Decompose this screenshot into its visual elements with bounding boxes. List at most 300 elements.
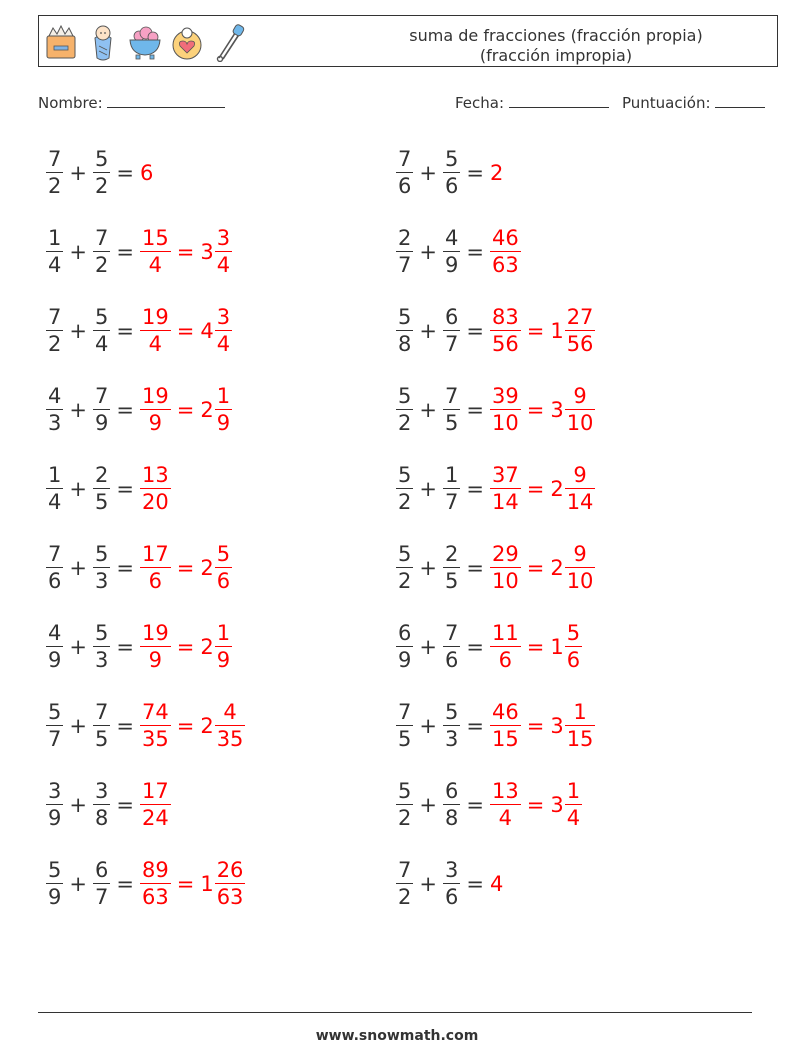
answer-fraction	[140, 462, 171, 515]
answer	[140, 620, 232, 673]
problem-item	[46, 778, 171, 831]
plus-sign: +	[419, 634, 437, 659]
equals-sign: =	[116, 160, 134, 185]
answer-fraction-denominator: 4	[498, 806, 513, 830]
addend-1-denominator: 2	[398, 490, 412, 514]
mixed-fraction-denominator: 4	[216, 332, 231, 356]
plus-sign: +	[419, 713, 437, 738]
problem-item	[396, 146, 503, 199]
addend-2-denominator: 3	[94, 569, 109, 593]
addend-2	[443, 383, 460, 436]
answer-fraction	[140, 304, 171, 357]
mixed-whole: 2	[200, 634, 214, 659]
answer-fraction	[490, 225, 521, 278]
score-blank[interactable]	[715, 93, 765, 108]
addend-1	[396, 225, 413, 278]
answer-fraction	[490, 541, 521, 594]
answer-fraction-numerator: 15	[141, 226, 169, 250]
answer-fraction-numerator: 19	[141, 621, 169, 645]
addend-1-denominator: 3	[48, 411, 62, 435]
answer	[490, 304, 595, 357]
mixed-fraction-denominator: 15	[566, 727, 594, 751]
addend-2-denominator: 3	[94, 648, 109, 672]
problem-item	[396, 225, 521, 278]
addend-2-numerator: 5	[94, 147, 109, 171]
mixed-whole: 4	[200, 318, 214, 343]
plus-sign: +	[419, 871, 437, 896]
addend-1-denominator: 2	[48, 174, 62, 198]
addend-1	[396, 383, 413, 436]
mixed-whole: 2	[200, 555, 214, 580]
mixed-fraction	[565, 620, 582, 673]
addend-2-denominator: 6	[444, 648, 459, 672]
answer-fraction-denominator: 4	[148, 253, 163, 277]
problem-item	[396, 383, 595, 436]
mixed-fraction	[215, 304, 232, 357]
addend-2	[443, 225, 460, 278]
answer-equals-sign: =	[526, 397, 545, 422]
mixed-fraction	[565, 304, 596, 357]
mixed-fraction-numerator: 3	[216, 305, 231, 329]
mixed-fraction-numerator: 1	[573, 700, 587, 724]
addend-1	[396, 778, 413, 831]
answer	[140, 462, 171, 515]
title-line-2: (fracción impropia)	[479, 46, 633, 65]
addend-2-denominator: 3	[444, 727, 459, 751]
addend-2-denominator: 5	[444, 411, 459, 435]
addend-1-numerator: 5	[48, 700, 62, 724]
mixed-fraction-denominator: 56	[566, 332, 594, 356]
addend-2-denominator: 2	[94, 253, 109, 277]
answer-fraction	[490, 699, 521, 752]
answer	[140, 699, 245, 752]
answer-fraction-numerator: 29	[491, 542, 519, 566]
equals-sign: =	[466, 476, 484, 501]
addend-2	[443, 304, 460, 357]
addend-1	[46, 304, 63, 357]
answer-equals-sign: =	[176, 397, 195, 422]
answer-fraction-denominator: 4	[148, 332, 163, 356]
answer-equals-sign: =	[526, 476, 545, 501]
addend-2	[443, 778, 460, 831]
addend-2-numerator: 6	[94, 858, 109, 882]
equals-sign: =	[116, 397, 134, 422]
addend-2-numerator: 7	[94, 384, 109, 408]
answer-whole: 4	[489, 871, 504, 896]
mixed-fraction-numerator: 9	[573, 542, 587, 566]
addend-1	[396, 541, 413, 594]
date-field[interactable]	[455, 93, 609, 112]
addend-1-numerator: 5	[48, 858, 62, 882]
addend-1	[396, 304, 413, 357]
answer	[490, 161, 503, 185]
mixed-fraction	[565, 699, 596, 752]
mixed-whole: 1	[200, 871, 214, 896]
problem-item	[396, 778, 582, 831]
addend-1-numerator: 7	[48, 147, 62, 171]
problem-item	[46, 462, 171, 515]
answer	[490, 778, 582, 831]
addend-1-denominator: 4	[48, 490, 62, 514]
name-field[interactable]	[38, 93, 225, 112]
problem-item	[46, 699, 245, 752]
addend-1-numerator: 7	[48, 305, 62, 329]
answer-fraction	[140, 857, 171, 910]
answer-fraction	[140, 699, 171, 752]
mixed-whole: 3	[550, 713, 564, 738]
addend-2-denominator: 7	[444, 490, 459, 514]
mixed-fraction	[565, 383, 596, 436]
answer-fraction-denominator: 63	[141, 885, 169, 909]
addend-2-numerator: 3	[94, 779, 109, 803]
addend-2-denominator: 5	[94, 727, 109, 751]
plus-sign: +	[69, 634, 87, 659]
mixed-fraction	[565, 462, 596, 515]
problem-item	[46, 857, 245, 910]
addend-2-numerator: 5	[94, 305, 109, 329]
addend-1-denominator: 9	[398, 648, 412, 672]
answer-fraction-denominator: 9	[148, 648, 163, 672]
swaddled-baby-icon	[85, 22, 121, 62]
addend-1-numerator: 5	[398, 779, 412, 803]
addend-2-denominator: 4	[94, 332, 109, 356]
mixed-fraction	[215, 383, 232, 436]
problem-item	[396, 304, 595, 357]
addend-2	[93, 541, 110, 594]
date-label: Fecha:	[455, 94, 505, 112]
baby-bath-icon	[127, 22, 163, 62]
addend-1-denominator: 6	[48, 569, 62, 593]
header-box	[38, 15, 778, 67]
mixed-fraction-numerator: 5	[216, 542, 231, 566]
answer-fraction-numerator: 11	[491, 621, 519, 645]
addend-1	[46, 620, 63, 673]
addend-1	[396, 462, 413, 515]
answer-fraction-numerator: 83	[491, 305, 519, 329]
addend-1-denominator: 5	[398, 727, 412, 751]
answer-fraction-denominator: 63	[491, 253, 519, 277]
answer-fraction-numerator: 89	[141, 858, 169, 882]
plus-sign: +	[69, 713, 87, 738]
addend-2-numerator: 7	[444, 384, 459, 408]
addend-1-numerator: 4	[48, 621, 62, 645]
mixed-fraction-numerator: 1	[216, 621, 231, 645]
addend-2	[93, 620, 110, 673]
addend-1	[46, 699, 63, 752]
answer-equals-sign: =	[176, 318, 195, 343]
equals-sign: =	[466, 239, 484, 264]
plus-sign: +	[419, 318, 437, 343]
addend-2	[93, 225, 110, 278]
addend-1-numerator: 6	[398, 621, 412, 645]
addend-1-denominator: 4	[48, 253, 62, 277]
answer-equals-sign: =	[176, 555, 195, 580]
addend-1	[46, 857, 63, 910]
equals-sign: =	[466, 160, 484, 185]
answer-fraction-denominator: 6	[498, 648, 513, 672]
answer-equals-sign: =	[176, 871, 195, 896]
answer-fraction	[140, 541, 171, 594]
problem-item	[46, 620, 232, 673]
addend-2	[443, 541, 460, 594]
mixed-fraction-numerator: 27	[566, 305, 594, 329]
answer-fraction-numerator: 17	[141, 542, 169, 566]
title-line-1: suma de fracciones (fracción propia)	[409, 26, 703, 45]
problem-item	[46, 146, 153, 199]
mixed-fraction-denominator: 4	[216, 253, 231, 277]
answer-fraction	[490, 383, 521, 436]
addend-2	[443, 857, 460, 910]
mixed-fraction-denominator: 14	[566, 490, 594, 514]
plus-sign: +	[419, 555, 437, 580]
date-blank[interactable]	[509, 93, 609, 108]
answer-fraction-numerator: 46	[491, 226, 519, 250]
answer-fraction-denominator: 15	[491, 727, 519, 751]
addend-1	[46, 146, 63, 199]
mixed-fraction	[215, 857, 246, 910]
addend-1	[396, 857, 413, 910]
mixed-fraction-denominator: 6	[566, 648, 581, 672]
addend-1	[46, 462, 63, 515]
answer	[140, 383, 232, 436]
mixed-fraction-denominator: 9	[216, 648, 231, 672]
mixed-fraction-numerator: 26	[216, 858, 244, 882]
plus-sign: +	[69, 555, 87, 580]
equals-sign: =	[466, 318, 484, 343]
header-icons	[43, 22, 247, 62]
equals-sign: =	[116, 713, 134, 738]
plus-sign: +	[419, 160, 437, 185]
answer-fraction-denominator: 10	[491, 411, 519, 435]
equals-sign: =	[466, 713, 484, 738]
answer-fraction-denominator: 20	[141, 490, 169, 514]
addend-1	[46, 383, 63, 436]
plus-sign: +	[419, 239, 437, 264]
footer-divider	[38, 1012, 752, 1013]
mixed-whole: 2	[200, 713, 214, 738]
mixed-fraction-numerator: 1	[216, 384, 231, 408]
answer-fraction	[140, 778, 171, 831]
answer-whole: 6	[139, 160, 154, 185]
mixed-whole: 2	[200, 397, 214, 422]
answer-fraction-denominator: 6	[148, 569, 163, 593]
mixed-whole: 3	[550, 397, 564, 422]
mixed-whole: 3	[550, 792, 564, 817]
addend-2-numerator: 2	[94, 463, 109, 487]
addend-1-numerator: 3	[48, 779, 62, 803]
addend-2-numerator: 5	[444, 700, 459, 724]
answer	[140, 161, 153, 185]
answer-fraction	[140, 225, 171, 278]
mixed-whole: 3	[200, 239, 214, 264]
addend-1-numerator: 5	[398, 384, 412, 408]
score-label: Puntuación:	[622, 94, 711, 112]
addend-2-denominator: 7	[444, 332, 459, 356]
problem-item	[396, 699, 595, 752]
answer-equals-sign: =	[176, 713, 195, 738]
answer-equals-sign: =	[526, 555, 545, 580]
answer	[490, 541, 595, 594]
mixed-fraction-denominator: 10	[566, 411, 594, 435]
mixed-fraction-numerator: 9	[573, 463, 587, 487]
problem-item	[46, 225, 232, 278]
addend-2-numerator: 6	[444, 305, 459, 329]
equals-sign: =	[466, 871, 484, 896]
safety-pin-icon	[211, 22, 247, 62]
answer	[140, 541, 232, 594]
mixed-fraction	[565, 541, 596, 594]
addend-2-numerator: 5	[94, 542, 109, 566]
equals-sign: =	[116, 792, 134, 817]
answer-fraction-numerator: 39	[491, 384, 519, 408]
addend-2-numerator: 3	[444, 858, 459, 882]
addend-1	[396, 146, 413, 199]
answer-fraction-numerator: 74	[141, 700, 169, 724]
answer-fraction-numerator: 19	[141, 384, 169, 408]
answer	[490, 462, 595, 515]
addend-2-denominator: 7	[94, 885, 109, 909]
addend-1-numerator: 5	[398, 463, 412, 487]
addend-2-denominator: 5	[94, 490, 109, 514]
answer	[140, 778, 171, 831]
mixed-fraction-denominator: 9	[216, 411, 231, 435]
answer	[140, 304, 232, 357]
addend-2-numerator: 7	[94, 700, 109, 724]
answer	[490, 872, 503, 896]
answer-fraction-numerator: 17	[141, 779, 169, 803]
mixed-whole: 2	[550, 476, 564, 501]
addend-1-numerator: 7	[398, 147, 412, 171]
addend-1-numerator: 7	[398, 700, 412, 724]
mixed-fraction	[215, 541, 232, 594]
addend-1-denominator: 9	[48, 648, 62, 672]
addend-2	[93, 304, 110, 357]
answer	[490, 383, 595, 436]
addend-2-numerator: 2	[444, 542, 459, 566]
mixed-whole: 1	[550, 318, 564, 343]
problem-item	[46, 541, 232, 594]
worksheet-title	[339, 26, 773, 66]
answer-equals-sign: =	[176, 239, 195, 264]
answer-fraction-denominator: 56	[491, 332, 519, 356]
addend-1-numerator: 4	[48, 384, 62, 408]
answer-equals-sign: =	[526, 634, 545, 659]
plus-sign: +	[69, 160, 87, 185]
answer	[490, 225, 521, 278]
answer-fraction	[490, 778, 521, 831]
answer	[490, 699, 595, 752]
addend-1-numerator: 1	[48, 226, 62, 250]
addend-1-denominator: 2	[398, 806, 412, 830]
addend-1-denominator: 2	[48, 332, 62, 356]
mixed-fraction-denominator: 4	[566, 806, 581, 830]
mixed-fraction-numerator: 3	[216, 226, 231, 250]
addend-2-numerator: 7	[94, 226, 109, 250]
answer-fraction	[490, 462, 521, 515]
addend-1	[46, 225, 63, 278]
mixed-fraction-denominator: 10	[566, 569, 594, 593]
answer-fraction-numerator: 13	[491, 779, 519, 803]
addend-2	[443, 620, 460, 673]
addend-2-denominator: 8	[444, 806, 459, 830]
addend-1-numerator: 7	[398, 858, 412, 882]
addend-1-numerator: 5	[398, 542, 412, 566]
addend-1-denominator: 2	[398, 885, 412, 909]
addend-2	[93, 462, 110, 515]
mixed-fraction	[565, 778, 582, 831]
addend-2	[443, 462, 460, 515]
addend-2-numerator: 6	[444, 779, 459, 803]
addend-2-denominator: 2	[94, 174, 109, 198]
mixed-whole: 1	[550, 634, 564, 659]
addend-1	[396, 620, 413, 673]
problem-item	[396, 462, 595, 515]
answer-fraction-denominator: 14	[491, 490, 519, 514]
mixed-fraction-numerator: 5	[566, 621, 581, 645]
plus-sign: +	[69, 792, 87, 817]
problem-item	[396, 857, 503, 910]
answer-fraction	[490, 304, 521, 357]
answer-equals-sign: =	[526, 792, 545, 817]
addend-1-denominator: 6	[398, 174, 412, 198]
addend-1-denominator: 2	[398, 569, 412, 593]
name-blank[interactable]	[107, 93, 225, 108]
problem-item	[396, 620, 582, 673]
score-field[interactable]	[622, 93, 765, 112]
answer-fraction-denominator: 24	[141, 806, 169, 830]
plus-sign: +	[69, 318, 87, 343]
addend-1-denominator: 9	[48, 885, 62, 909]
plus-sign: +	[419, 792, 437, 817]
equals-sign: =	[116, 634, 134, 659]
addend-2-denominator: 6	[444, 885, 459, 909]
addend-1-denominator: 7	[48, 727, 62, 751]
addend-1-numerator: 5	[398, 305, 412, 329]
plus-sign: +	[69, 476, 87, 501]
mixed-fraction-denominator: 35	[216, 727, 244, 751]
equals-sign: =	[116, 871, 134, 896]
equals-sign: =	[466, 634, 484, 659]
mixed-fraction-numerator: 9	[573, 384, 587, 408]
name-label: Nombre:	[38, 94, 103, 112]
addend-2-numerator: 7	[444, 621, 459, 645]
answer-fraction-numerator: 46	[491, 700, 519, 724]
answer-fraction-denominator: 10	[491, 569, 519, 593]
addend-1	[46, 778, 63, 831]
addend-1-numerator: 1	[48, 463, 62, 487]
mixed-fraction	[215, 620, 232, 673]
answer-fraction-numerator: 19	[141, 305, 169, 329]
addend-2-numerator: 5	[94, 621, 109, 645]
addend-1-numerator: 2	[398, 226, 412, 250]
answer-fraction	[490, 620, 521, 673]
addend-2-denominator: 9	[94, 411, 109, 435]
mixed-fraction	[215, 225, 232, 278]
equals-sign: =	[116, 239, 134, 264]
addend-2	[93, 383, 110, 436]
equals-sign: =	[466, 555, 484, 580]
addend-1-numerator: 7	[48, 542, 62, 566]
answer-fraction	[140, 383, 171, 436]
addend-2-numerator: 4	[444, 226, 459, 250]
tissue-box-icon	[43, 22, 79, 62]
addend-1-denominator: 8	[398, 332, 412, 356]
addend-2-denominator: 6	[444, 174, 459, 198]
mixed-fraction-denominator: 63	[216, 885, 244, 909]
footer-url: www.snowmath.com	[315, 1028, 479, 1044]
addend-2-numerator: 5	[444, 147, 459, 171]
answer-fraction	[140, 620, 171, 673]
